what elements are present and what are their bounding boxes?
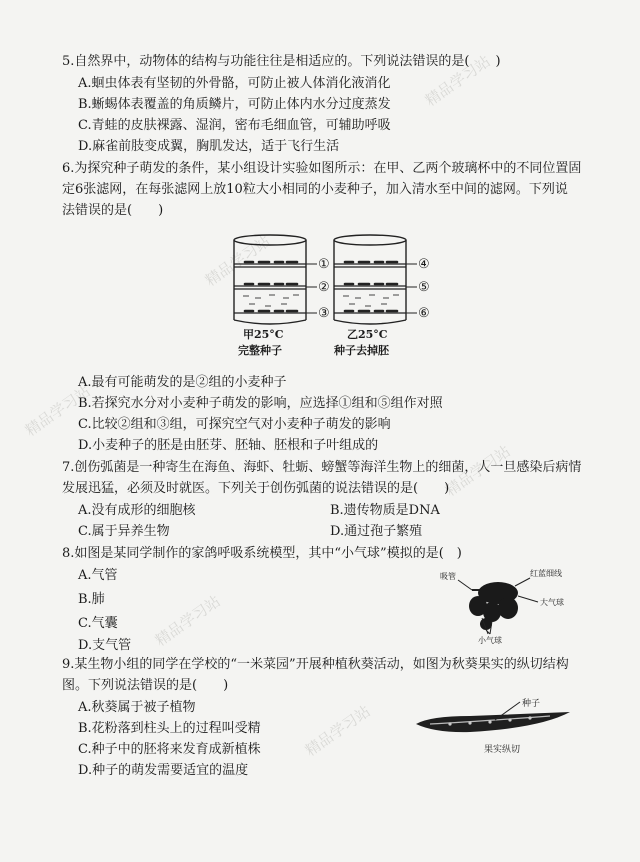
beaker-jia-caption1: 甲25°C: [243, 328, 284, 341]
q6-option-d: D.小麦种子的胚是由胚芽、胚轴、胚根和子叶组成的: [78, 438, 379, 453]
q6-stem-line2: 定6张滤网，在每张滤网上放10粒大小相同的小麦种子，加入清水至中间的滤网。下列说: [62, 182, 568, 197]
q7-stem-line2: 发展迅猛，必须及时就医。下列关于创伤弧菌的说法错误的是( ): [62, 481, 450, 496]
beaker-jia: [234, 235, 317, 324]
q8-option-a: A.气管: [78, 568, 118, 583]
q6-option-a: A.最有可能萌发的是②组的小麦种子: [78, 375, 287, 390]
q8-option-c: C.气囊: [78, 616, 118, 631]
watermark: 精品学习站: [21, 382, 94, 440]
label-seed: 种子: [522, 699, 541, 709]
q9-option-c: C.种子中的胚将来发育成新植株: [78, 742, 261, 757]
watermark: 精品学习站: [441, 442, 514, 500]
q7-option-b: B.遗传物质是DNA: [330, 503, 440, 518]
label-small-balloon: 小气球: [478, 636, 502, 645]
q8-option-b: B.肺: [78, 592, 105, 607]
q5-option-a: A.蛔虫体表有坚韧的外骨骼，可防止被人体消化液消化: [78, 76, 391, 91]
q7-option-a: A.没有成形的细胞核: [78, 503, 196, 518]
q7-option-c: C.属于异养生物: [78, 524, 170, 539]
q8-stem: 8.如图是某同学制作的家鸽呼吸系统模型，其中“小气球”模拟的是( ): [62, 546, 462, 561]
label-thread: 红蓝细线: [530, 569, 562, 578]
mark-1: ①: [318, 257, 330, 272]
mark-6: ⑥: [418, 306, 430, 321]
label-big-balloon: 大气球: [540, 598, 564, 607]
mark-5: ⑤: [418, 280, 430, 295]
beaker-yi: [334, 235, 417, 324]
q5-option-b: B.蜥蜴体表覆盖的角质鳞片，可防止体内水分过度蒸发: [78, 97, 391, 112]
watermark: 精品学习站: [301, 702, 374, 760]
q7-option-d: D.通过孢子繁殖: [330, 524, 423, 539]
watermark: 精品学习站: [151, 592, 224, 650]
beaker-yi-caption2: 种子去掉胚: [334, 344, 389, 357]
fruit-caption: 果实纵切: [484, 745, 521, 755]
q6-stem-line1: 6.为探究种子萌发的条件，某小组设计实验如图所示：在甲、乙两个玻璃杯中的不同位置固: [62, 161, 582, 176]
label-straw: 吸管: [440, 572, 456, 581]
beaker-jia-caption2: 完整种子: [238, 344, 282, 357]
q6-option-b: B.若探究水分对小麦种子萌发的影响，应选择①组和⑤组作对照: [78, 396, 443, 411]
q6-option-c: C.比较②组和③组，可探究空气对小麦种子萌发的影响: [78, 417, 391, 432]
q9-option-a: A.秋葵属于被子植物: [78, 700, 196, 715]
q5-stem: 5.自然界中，动物体的结构与功能往往是相适应的。下列说法错误的是( ): [62, 54, 501, 69]
q9-option-d: D.种子的萌发需要适宜的温度: [78, 763, 249, 778]
q7-stem-line1: 7.创伤弧菌是一种寄生在海鱼、海虾、牡蛎、螃蟹等海洋生物上的细菌，人一旦感染后病情: [62, 460, 582, 475]
q9-option-b: B.花粉落到柱头上的过程叫受精: [78, 721, 261, 736]
q9-stem-line1: 9.某生物小组的同学在学校的“一米菜园”开展种植秋葵活动，如图为秋葵果实的纵切结构: [62, 657, 569, 672]
q5-option-c: C.青蛙的皮肤裸露、湿润，密布毛细血管，可辅助呼吸: [78, 118, 391, 133]
beaker-yi-caption1: 乙25°C: [347, 328, 388, 341]
watermark: 精品学习站: [201, 232, 274, 290]
q5-option-d: D.麻雀前肢变成翼，胸肌发达，适于飞行生活: [78, 139, 340, 154]
watermark: 精品学习站: [421, 52, 494, 110]
q9-stem-line2: 图。下列说法错误的是( ): [62, 678, 229, 693]
mark-4: ④: [418, 257, 430, 272]
okra-fruit-figure: [410, 692, 580, 742]
q6-stem-line3: 法错误的是( ): [62, 203, 164, 218]
mark-2: ②: [318, 280, 330, 295]
beaker-figure: [225, 228, 445, 328]
q8-option-d: D.支气管: [78, 638, 132, 653]
mark-3: ③: [318, 306, 330, 321]
